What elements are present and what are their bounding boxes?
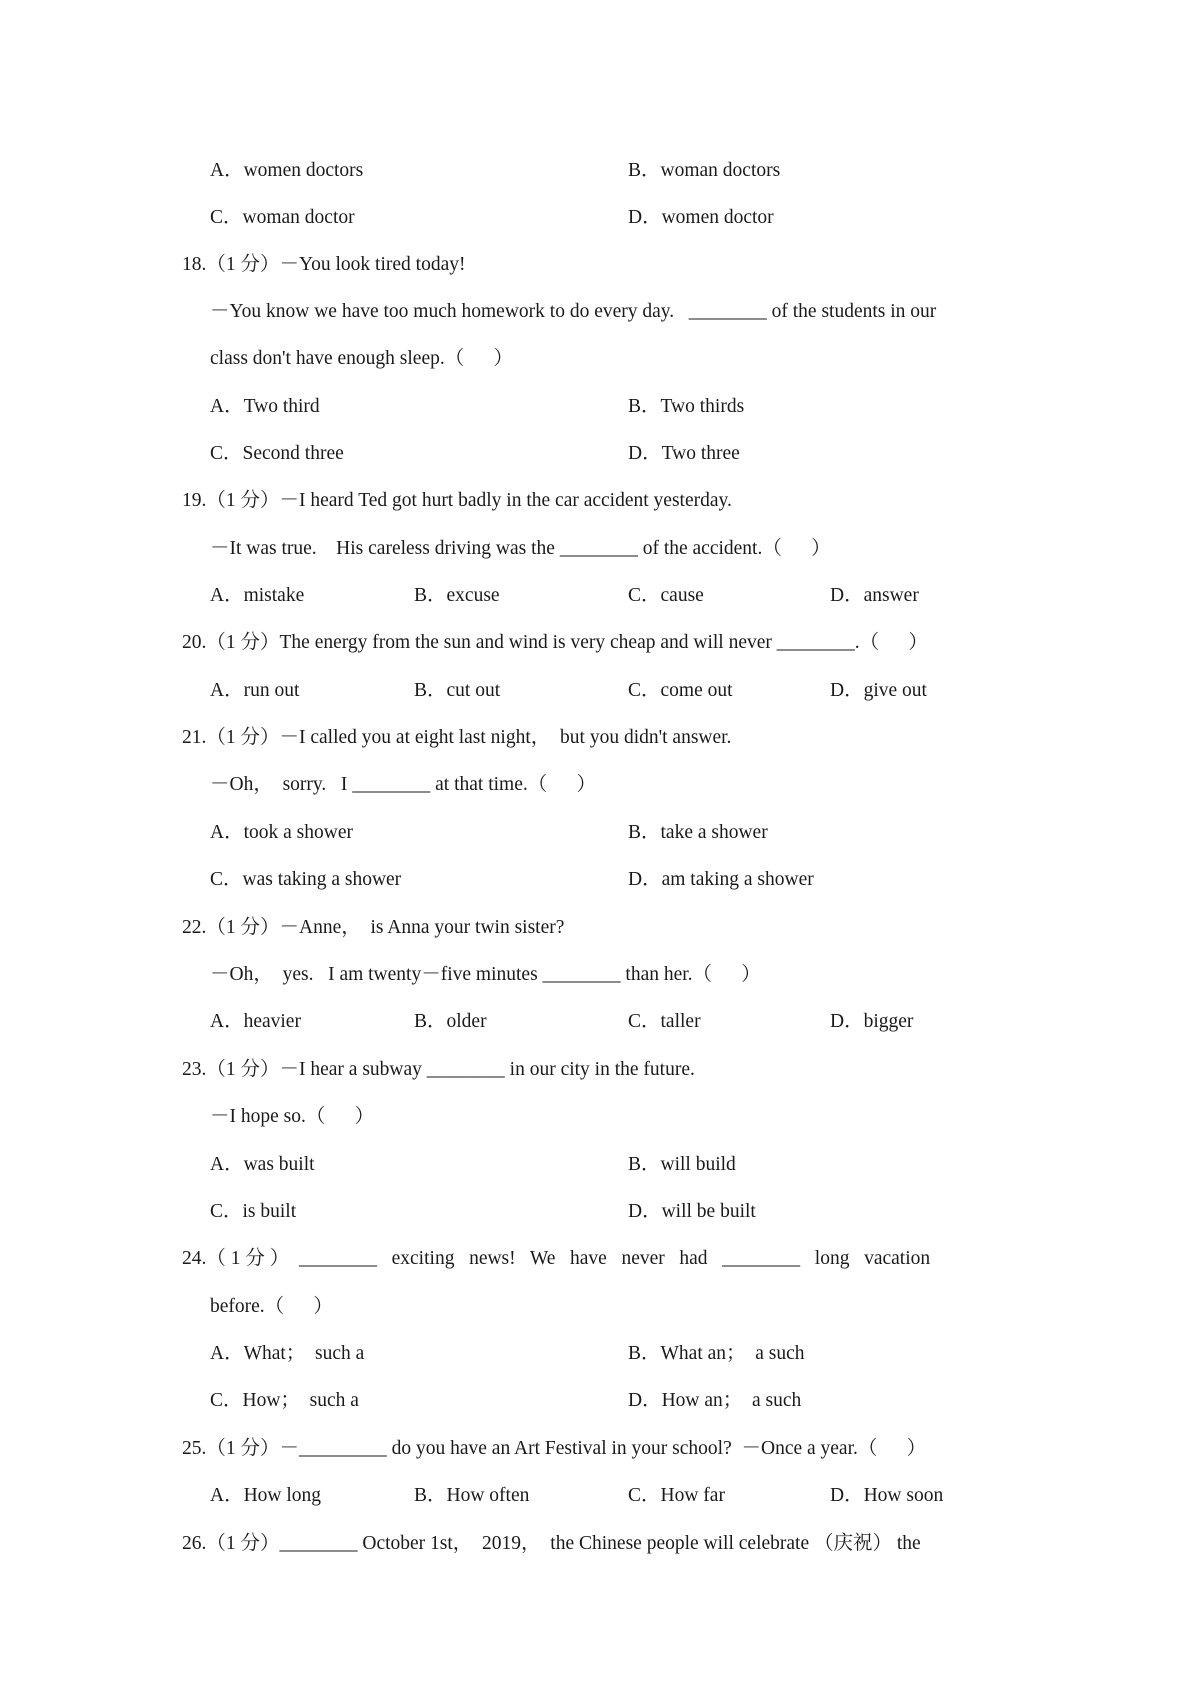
q25-option-d[interactable]: D．How soon <box>830 1485 944 1506</box>
q19-option-b[interactable]: B．excuse <box>414 585 500 606</box>
q25-option-a[interactable]: A．How long <box>210 1485 322 1506</box>
q18-line-1: －You know we have too much homework to do every day. ________ of the students in our <box>210 301 937 322</box>
q22-option-c[interactable]: C．taller <box>628 1011 701 1032</box>
q18-option-c[interactable]: C．Second three <box>210 443 344 464</box>
q18-option-b[interactable]: B．Two thirds <box>628 396 745 417</box>
q24-option-d[interactable]: D．How an； a such <box>628 1390 802 1411</box>
q24-option-b[interactable]: B．What an； a such <box>628 1343 805 1364</box>
q24-option-a[interactable]: A．What； such a <box>210 1343 365 1364</box>
q17-option-c[interactable]: C．woman doctor <box>210 207 355 228</box>
q19-option-a[interactable]: A．mistake <box>210 585 305 606</box>
q19-option-c[interactable]: C．cause <box>628 585 704 606</box>
q21-option-b[interactable]: B．take a shower <box>628 822 768 843</box>
q22-line-1: －Oh， yes. I am twenty－five minutes ________ than her.（ ） <box>210 964 761 985</box>
q23-option-d[interactable]: D．will be built <box>628 1201 756 1222</box>
q18-option-d[interactable]: D．Two three <box>628 443 740 464</box>
q21-option-c[interactable]: C．was taking a shower <box>210 869 402 890</box>
q17-option-a[interactable]: A．women doctors <box>210 160 364 181</box>
q26-stem: 26.（1 分）________ October 1st， 2019， the Chinese people will celebrate （庆祝） the <box>182 1533 921 1554</box>
q17-option-b[interactable]: B．woman doctors <box>628 160 781 181</box>
q19-line-1: －It was true. His careless driving was the ________ of the accident.（ ） <box>210 538 831 559</box>
q22-option-d[interactable]: D．bigger <box>830 1011 914 1032</box>
q18-option-a[interactable]: A．Two third <box>210 396 320 417</box>
q19-option-d[interactable]: D．answer <box>830 585 919 606</box>
q21-stem: 21.（1 分）－I called you at eight last night， but you didn't answer. <box>182 727 732 748</box>
q21-line-1: －Oh， sorry. I ________ at that time.（ ） <box>210 774 596 795</box>
q23-stem: 23.（1 分）－I hear a subway ________ in our city in the future. <box>182 1059 695 1080</box>
q17-option-d[interactable]: D．women doctor <box>628 207 774 228</box>
q25-stem: 25.（1 分）－_________ do you have an Art Festival in your school? －Once a year.（ ） <box>182 1438 927 1459</box>
q20-option-a[interactable]: A．run out <box>210 680 300 701</box>
q22-option-a[interactable]: A．heavier <box>210 1011 301 1032</box>
q20-option-b[interactable]: B．cut out <box>414 680 501 701</box>
q25-option-b[interactable]: B．How often <box>414 1485 530 1506</box>
q20-option-d[interactable]: D．give out <box>830 680 927 701</box>
q20-option-c[interactable]: C．come out <box>628 680 733 701</box>
q22-stem: 22.（1 分）－Anne， is Anna your twin sister? <box>182 917 565 938</box>
q24-stem: 24.（ 1 分 ） ________ exciting news! We have never had ________ long vacation <box>182 1248 931 1269</box>
q25-option-c[interactable]: C．How far <box>628 1485 725 1506</box>
q21-option-a[interactable]: A．took a shower <box>210 822 353 843</box>
q22-option-b[interactable]: B．older <box>414 1011 487 1032</box>
q24-option-c[interactable]: C．How； such a <box>210 1390 359 1411</box>
q19-stem: 19.（1 分）－I heard Ted got hurt badly in the car accident yesterday. <box>182 490 732 511</box>
q23-option-c[interactable]: C．is built <box>210 1201 297 1222</box>
q23-option-b[interactable]: B．will build <box>628 1154 736 1175</box>
q23-option-a[interactable]: A．was built <box>210 1154 315 1175</box>
q24-line-1: before.（ ） <box>210 1296 333 1317</box>
q21-option-d[interactable]: D．am taking a shower <box>628 869 814 890</box>
q18-stem: 18.（1 分）－You look tired today! <box>182 254 466 275</box>
q18-line-2: class don't have enough sleep.（ ） <box>210 348 513 369</box>
q23-line-1: －I hope so.（ ） <box>210 1106 375 1127</box>
q20-stem: 20.（1 分）The energy from the sun and wind is very cheap and will never ________.（ ） <box>182 632 928 653</box>
